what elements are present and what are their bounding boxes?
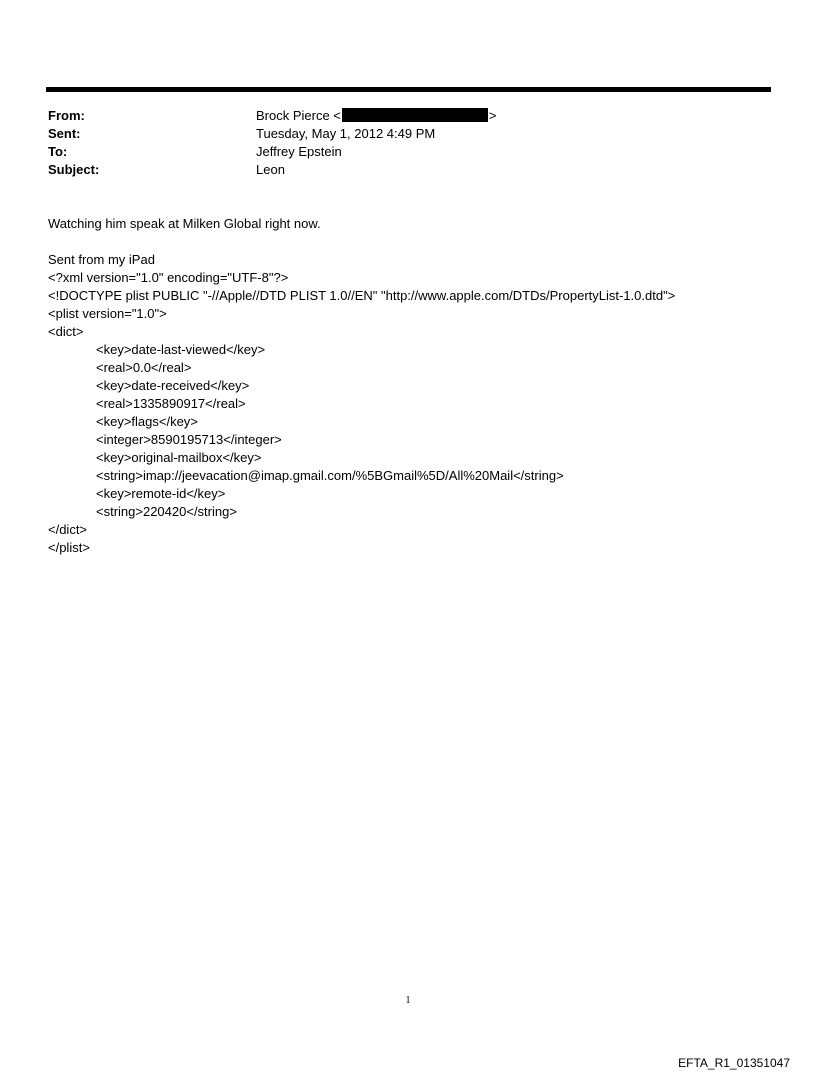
signature: Sent from my iPad: [48, 252, 155, 267]
to-row: [48, 143, 768, 161]
subject-row: [48, 161, 768, 179]
to-value: Jeffrey Epstein: [256, 144, 342, 159]
email-header: [48, 107, 768, 179]
dict-line: <key>original-mailbox</key>: [96, 450, 262, 465]
from-row: [48, 107, 768, 125]
from-label: From:: [48, 108, 85, 123]
dict-line: <real>1335890917</real>: [96, 396, 246, 411]
sent-value: Tuesday, May 1, 2012 4:49 PM: [256, 126, 436, 141]
sent-label: Sent:: [48, 126, 81, 141]
dict-line: <key>remote-id</key>: [96, 486, 226, 501]
dict-line: <key>date-last-viewed</key>: [96, 342, 266, 357]
dict-line: <real>0.0</real>: [96, 360, 192, 375]
from-name: Brock Pierce <: [256, 108, 341, 123]
redaction-box: [342, 108, 488, 122]
plist-close: </plist>: [48, 540, 90, 555]
dict-line: <key>date-received</key>: [96, 378, 250, 393]
xml-declaration: <?xml version="1.0" encoding="UTF-8"?>: [48, 270, 289, 285]
plist-open: <plist version="1.0">: [48, 306, 167, 321]
message-text: Watching him speak at Milken Global right now.: [48, 216, 321, 231]
subject-value: Leon: [256, 162, 285, 177]
sent-row: [48, 125, 768, 143]
dict-close: </dict>: [48, 522, 88, 537]
dict-line: <string>imap://jeevacation@imap.gmail.com/%5BGmail%5D/All%20Mail</string>: [96, 468, 564, 483]
header-rule: [46, 87, 771, 92]
to-label: To:: [48, 144, 68, 159]
dict-line: <integer>8590195713</integer>: [96, 432, 282, 447]
document-id: EFTA_R1_01351047: [678, 1056, 790, 1070]
dict-line: <key>flags</key>: [96, 414, 198, 429]
from-value: [256, 107, 497, 125]
dict-line: <string>220420</string>: [96, 504, 237, 519]
email-body: [48, 215, 768, 557]
subject-label: Subject:: [48, 162, 100, 177]
from-close: >: [488, 108, 497, 123]
dict-open: <dict>: [48, 324, 84, 339]
doctype-line: <!DOCTYPE plist PUBLIC "-//Apple//DTD PLIST 1.0//EN" "http://www.apple.com/DTDs/PropertyList-1.0.dtd">: [48, 288, 676, 303]
page-number: 1: [405, 995, 411, 1006]
